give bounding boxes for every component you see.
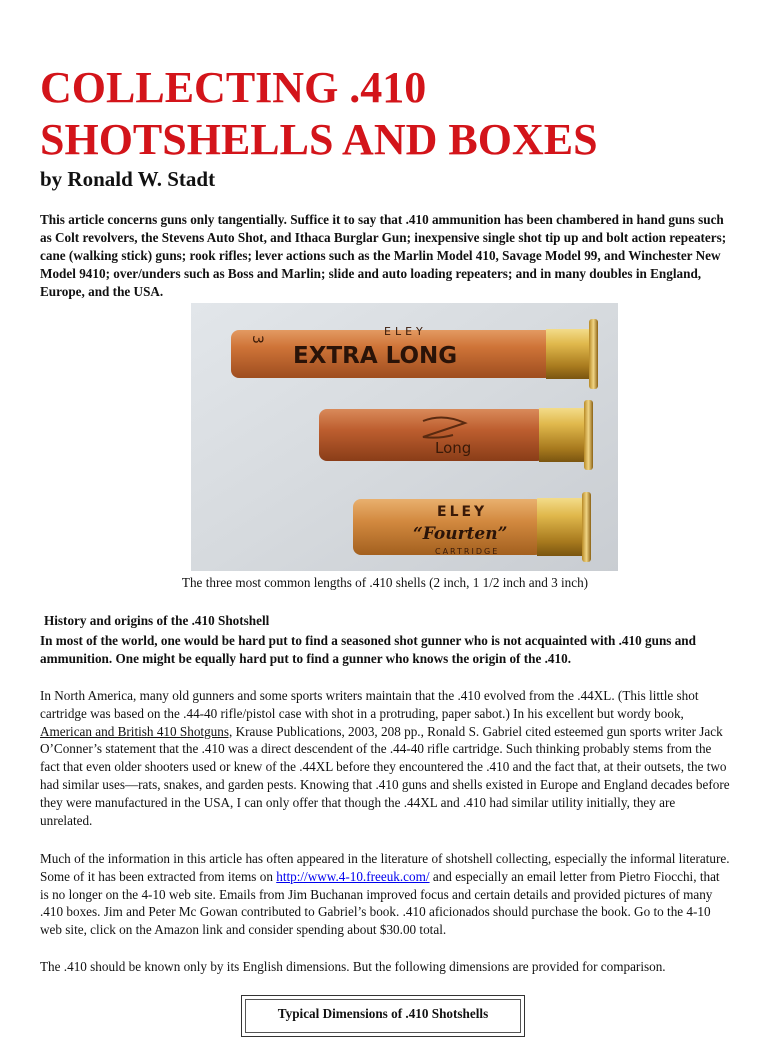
- shell-2-inch-short: [353, 492, 591, 562]
- p2-text-before: Much of the information in this article has often appeared in the literature of shotshell collecting, especially the informal literature. Some of it has been extracted from items on: [40, 851, 730, 884]
- shotshells-photo: [191, 303, 618, 571]
- shell-3-label: “Fourten”: [413, 524, 508, 544]
- shell-2-inch: [319, 400, 593, 470]
- section-heading: History and origins of the .410 Shotshell: [44, 613, 270, 628]
- intro-paragraph: This article concerns guns only tangentially. Suffice it to say that .410 ammunition has been chambered in hand guns such as Colt revolvers, the Stevens Auto Shot, and Ithaca Burglar Gun; inexpensive single shot tip up and bolt action repeaters; cane (walking stick) guns; rook rifles; lever actions such as the Marlin Model 410, Savage Model 99, and Winchester New Model 9410; over/unders such as Boss and Marlin; slide and auto loading repeaters; and in many doubles in England, Europe, and the USA.: [40, 212, 727, 299]
- title-line-1: COLLECTING .410: [40, 63, 427, 112]
- shell-1-mark: 3: [249, 335, 265, 344]
- shell-1-brand: ELEY: [384, 325, 427, 338]
- p1-text-before: In North America, many old gunners and some sports writers maintain that the .410 evolved from the .44XL. (This little shot cartridge was based on the .44-40 rifle/pistol case with shot in a protruding, paper sabot.) In his excellent but wordy book,: [40, 688, 699, 721]
- lead-paragraph: In most of the world, one would be hard put to find a seasoned shot gunner who is not acquainted with .410 guns and ammunition. One might be equally hard put to find a gunner who knows the origin of the .410.: [40, 633, 696, 666]
- body-paragraph-origins: [40, 687, 730, 829]
- author-byline: by Ronald W. Stadt: [40, 167, 216, 191]
- dimensions-table-header: [241, 995, 525, 1037]
- photo-caption: The three most common lengths of .410 shells (2 inch, 1 1/2 inch and 3 inch): [181, 575, 589, 590]
- p2-text-after: and especially an email letter from Pietro Fiocchi, that is no longer on the 4-10 web site. Emails from Jim Buchanan improved focus and certain details and provided pictures of many .410 boxes. Jim and Peter Mc Gowan contributed to Gabriel’s book. .410 aficionados should purchase the book. Go to the 4-10 web site, click on the Amazon link and consider spending about $30.00 total.: [40, 868, 720, 938]
- shell-3-sub: CARTRIDGE: [435, 547, 500, 556]
- table-title: Typical Dimensions of .410 Shotshells: [277, 1006, 489, 1021]
- shell-2-label: Long: [435, 439, 472, 457]
- body-paragraph-dimensions: The .410 should be known only by its English dimensions. But the following dimensions are provided for comparison.: [40, 959, 666, 974]
- shell-1-label: EXTRA LONG: [293, 343, 458, 369]
- title-line-2: SHOTSHELLS AND BOXES: [40, 115, 598, 164]
- shell-3-brand: ELEY: [437, 504, 488, 520]
- article-title: [40, 62, 740, 166]
- book-title: American and British 410 Shotguns,: [40, 723, 233, 739]
- body-paragraph-sources: [40, 850, 730, 939]
- website-link[interactable]: http://www.4-10.freeuk.com/: [276, 868, 430, 884]
- p1-text-after: Krause Publications, 2003, 208 pp., Ronald S. Gabriel cited esteemed gun sports writer Jack O’Conner’s statement that the .410 was a direct descendent of the .44-40 rifle cartridge. Such thinking probably stems from the fact that even older shooters used or knew of the .44XL before they encountered the .410 and the fact that, at their outsets, the two had similar uses—rats, snakes, and garden pests. Knowing that .410 guns and shells existed in Europe and England decades before they were manufactured in the USA, I can only offer that though the .44XL and .410 had similar utility initially, they are unrelated.: [40, 723, 730, 828]
